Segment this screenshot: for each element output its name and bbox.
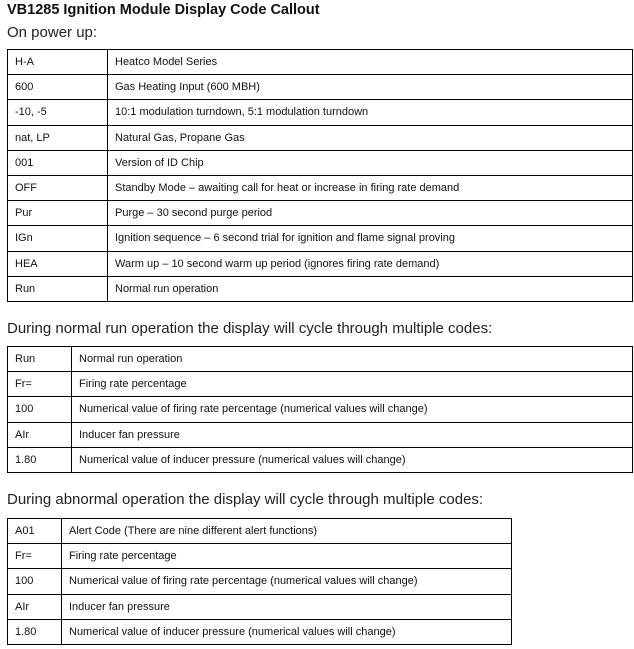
table-row [8,100,633,125]
code-cell: A01 [8,519,62,544]
description-cell: Normal run operation [72,347,633,372]
table-row [8,226,633,251]
description-cell: Warm up – 10 second warm up period (ignores firing rate demand) [108,251,633,276]
table-row [8,175,633,200]
table-row [8,125,633,150]
table-row [8,594,512,619]
table-row [8,372,633,397]
table-row [8,619,512,644]
code-cell: -10, -5 [8,100,108,125]
table-row [8,569,512,594]
table-row [8,519,512,544]
description-cell: Heatco Model Series [108,50,633,75]
code-cell: 1.80 [8,447,72,472]
table-row [8,276,633,301]
description-cell: Numerical value of inducer pressure (numerical values will change) [62,619,512,644]
code-cell: Pur [8,201,108,226]
code-cell: 001 [8,150,108,175]
code-cell: Run [8,276,108,301]
description-cell: Normal run operation [108,276,633,301]
description-cell: Alert Code (There are nine different alert functions) [62,519,512,544]
description-cell: Natural Gas, Propane Gas [108,125,633,150]
document-title: VB1285 Ignition Module Display Code Callout [7,2,320,18]
table-row [8,544,512,569]
table-row [8,447,633,472]
code-cell: nat, LP [8,125,108,150]
description-cell: Standby Mode – awaiting call for heat or increase in firing rate demand [108,175,633,200]
normal-run-codes-table [7,346,633,473]
description-cell: Version of ID Chip [108,150,633,175]
table-row [8,397,633,422]
table-row [8,50,633,75]
code-cell: Fr= [8,544,62,569]
description-cell: Numerical value of firing rate percentage (numerical values will change) [72,397,633,422]
table-row [8,347,633,372]
table-row [8,201,633,226]
description-cell: Gas Heating Input (600 MBH) [108,75,633,100]
code-cell: 100 [8,569,62,594]
section-heading-power-up: On power up: [7,24,98,41]
table-row [8,422,633,447]
description-cell: Purge – 30 second purge period [108,201,633,226]
code-cell: Run [8,347,72,372]
power-up-codes-table [7,49,633,302]
description-cell: Firing rate percentage [62,544,512,569]
description-cell: Inducer fan pressure [62,594,512,619]
description-cell: Inducer fan pressure [72,422,633,447]
code-cell: 1.80 [8,619,62,644]
code-cell: H-A [8,50,108,75]
code-cell: IGn [8,226,108,251]
code-cell: AIr [8,422,72,447]
code-cell: Fr= [8,372,72,397]
section-heading-abnormal: During abnormal operation the display will cycle through multiple codes: [7,491,484,508]
description-cell: Ignition sequence – 6 second trial for ignition and flame signal proving [108,226,633,251]
table-row [8,251,633,276]
code-cell: 100 [8,397,72,422]
code-cell: HEA [8,251,108,276]
description-cell: Firing rate percentage [72,372,633,397]
description-cell: 10:1 modulation turndown, 5:1 modulation turndown [108,100,633,125]
description-cell: Numerical value of firing rate percentage (numerical values will change) [62,569,512,594]
abnormal-codes-table [7,518,512,645]
code-cell: 600 [8,75,108,100]
code-cell: OFF [8,175,108,200]
code-cell: AIr [8,594,62,619]
description-cell: Numerical value of inducer pressure (numerical values will change) [72,447,633,472]
table-row [8,150,633,175]
table-row [8,75,633,100]
section-heading-normal-run: During normal run operation the display will cycle through multiple codes: [7,320,493,337]
